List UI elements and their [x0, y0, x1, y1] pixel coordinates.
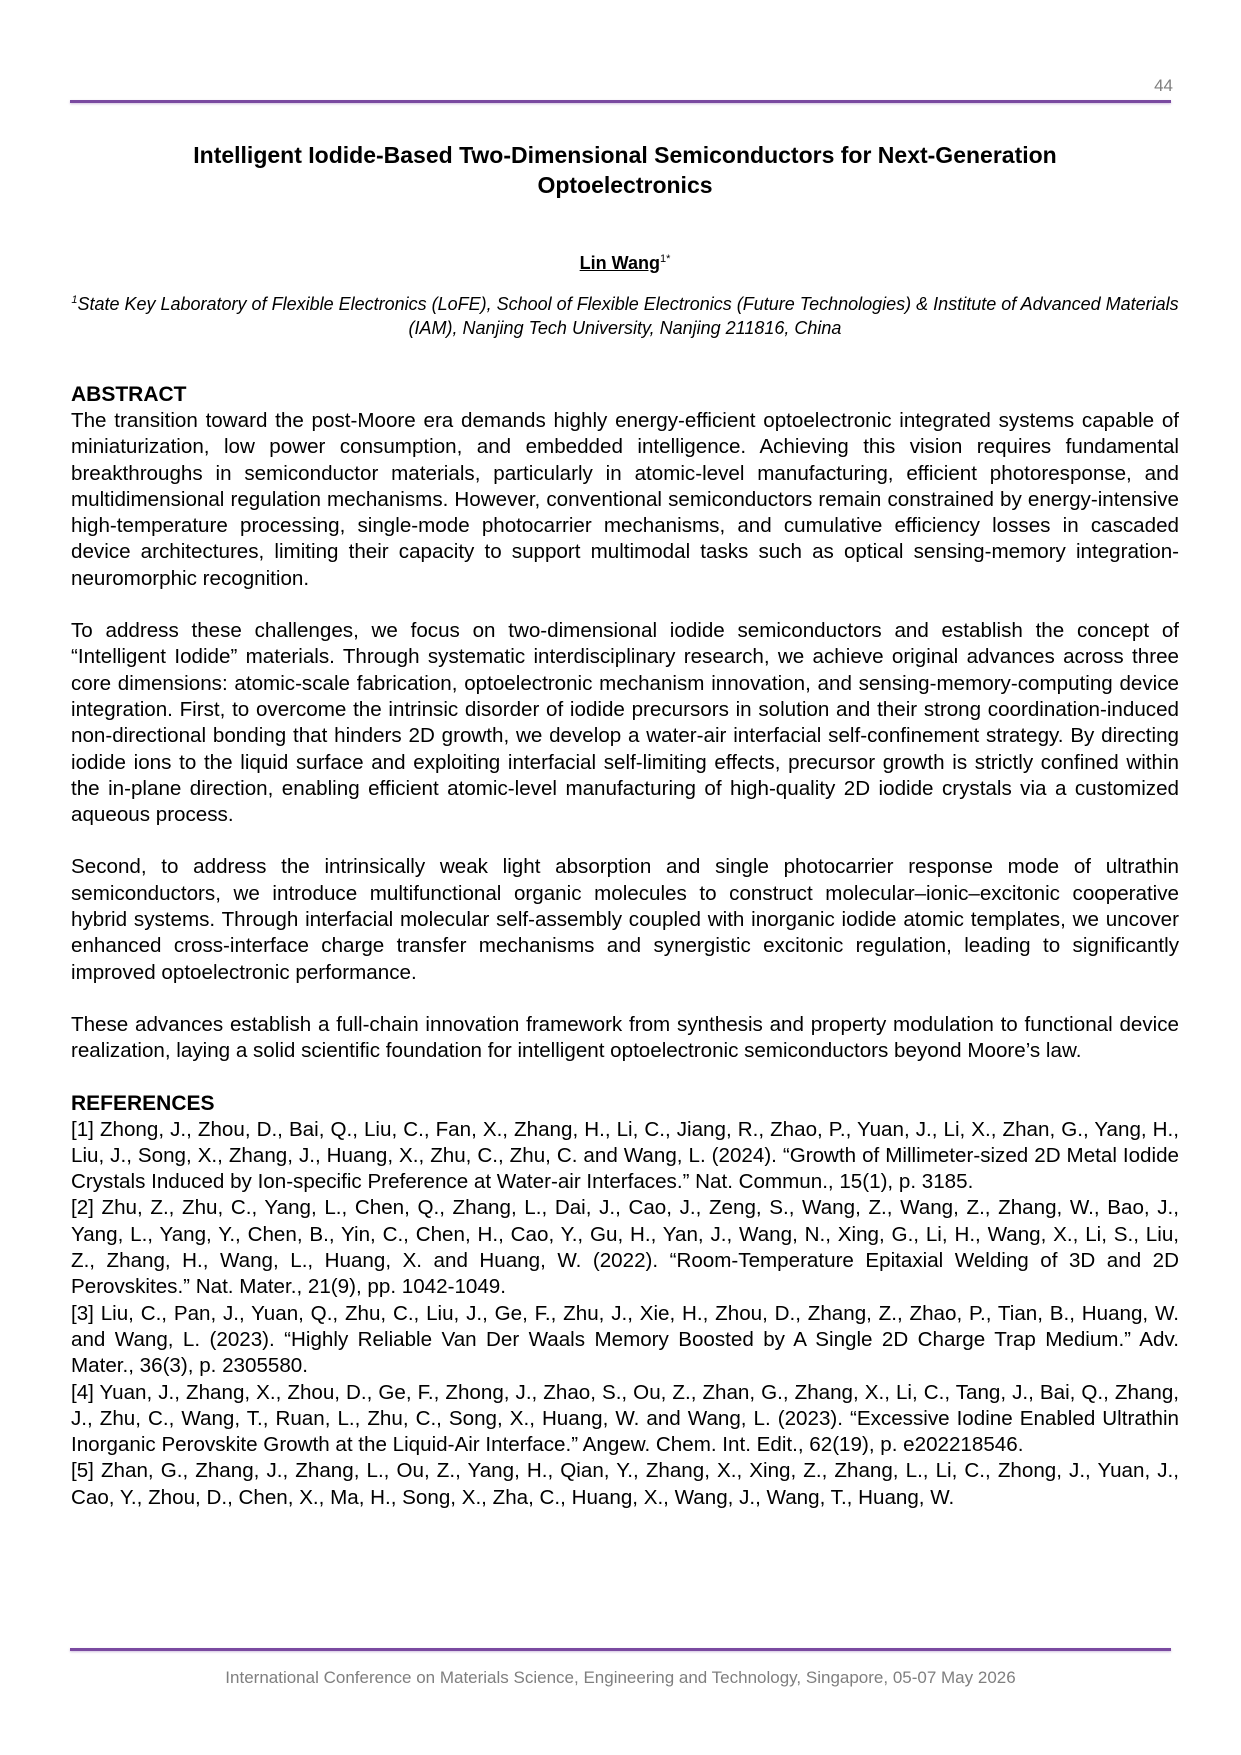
- abstract-paragraph: Second, to address the intrinsically weak light absorption and single photocarrier response mode of ultrathin semiconductors, we introduce multifunctional organic molecules to construct molecular–ionic–excitonic cooperative hybrid systems. Through interfacial molecular self-assembly coupled with inorganic iodide atomic templates, we uncover enhanced cross-interface charge transfer mechanisms and synergistic excitonic regulation, leading to significantly improved optoelectronic performance.: [71, 855, 1179, 984]
- reference-item: [1] Zhong, J., Zhou, D., Bai, Q., Liu, C., Fan, X., Zhang, H., Li, C., Jiang, R., Zhao, P., Yuan, J., Li, X., Zhan, G., Yang, H., Liu, J., Song, X., Zhang, J., Huang, X., Zhu, C., Zhu, C. and Wang, L. (2024). “Growth of Millimeter-sized 2D Metal Iodide Crystals Induced by Ion-specific Preference at Water-air Interfaces.” Nat. Commun., 15(1), p. 3185.: [71, 1117, 1179, 1194]
- reference-item: [4] Yuan, J., Zhang, X., Zhou, D., Ge, F., Zhong, J., Zhao, S., Ou, Z., Zhan, G., Zhang, X., Li, C., Tang, J., Bai, Q., Zhang, J., Zhu, C., Wang, T., Ruan, L., Zhu, C., Song, X., Huang, W. and Wang, L. (2023). “Excessive Iodine Enabled Ultrathin Inorganic Perovskite Growth at the Liquid-Air Interface.” Angew. Chem. Int. Edit., 62(19), p. e202218546.: [71, 1380, 1179, 1457]
- reference-item: [2] Zhu, Z., Zhu, C., Yang, L., Chen, Q., Zhang, L., Dai, J., Cao, J., Zeng, S., Wang, Z., Wang, Z., Zhang, W., Bao, J., Yang, L., Yang, Y., Chen, B., Yin, C., Chen, H., Cao, Y., Gu, H., Yan, J., Wang, N., Xing, G., Li, H., Wang, X., Li, S., Liu, Z., Zhang, H., Wang, L., Huang, X. and Huang, W. (2022). “Room-Temperature Epitaxial Welding of 3D and 2D Perovskites.” Nat. Mater., 21(9), pp. 1042-1049.: [71, 1196, 1179, 1299]
- affiliation-superscript: 1: [71, 294, 78, 306]
- conference-footer: International Conference on Materials Science, Engineering and Technology, Singapore, 05-07 May 2026: [225, 1668, 1016, 1687]
- abstract-paragraph: These advances establish a full-chain innovation framework from synthesis and property modulation to functional device realization, laying a solid scientific foundation for intelligent optoelectronic semiconductors beyond Moore’s law.: [71, 1012, 1179, 1063]
- references-heading: REFERENCES: [71, 1091, 215, 1115]
- author-superscript: 1*: [659, 253, 671, 265]
- abstract-paragraph: To address these challenges, we focus on two-dimensional iodide semiconductors and establish the concept of “Intelligent Iodide” materials. Through systematic interdisciplinary research, we achieve original advances across three core dimensions: atomic-scale fabrication, optoelectronic mechanism innovation, and sensing-memory-computing device integration. First, to overcome the intrinsic disorder of iodide precursors in solution and their strong coordination-induced non-directional bonding that hinders 2D growth, we develop a water-air interfacial self-confinement strategy. By directing iodide ions to the liquid surface and exploiting interfacial self-limiting effects, precursor growth is strictly confined within the in-plane direction, enabling efficient atomic-level manufacturing of high-quality 2D iodide crystals via a customized aqueous process.: [71, 619, 1179, 827]
- reference-item: [5] Zhan, G., Zhang, J., Zhang, L., Ou, Z., Yang, H., Qian, Y., Zhang, X., Xing, Z., Zhang, L., Li, C., Zhong, J., Yuan, J., Cao, Y., Zhou, D., Chen, X., Ma, H., Song, X., Zha, C., Huang, X., Wang, J., Wang, T., Huang, W.: [71, 1459, 1179, 1509]
- affiliation: [71, 288, 1179, 340]
- page-number: 44: [1154, 76, 1173, 95]
- reference-item: [3] Liu, C., Pan, J., Yuan, Q., Zhu, C., Liu, J., Ge, F., Zhu, J., Xie, H., Zhou, D., Zhang, Z., Zhao, P., Tian, B., Huang, W. and Wang, L. (2023). “Highly Reliable Van Der Waals Memory Boosted by A Single 2D Charge Trap Medium.” Adv. Mater., 36(3), p. 2305580.: [71, 1301, 1179, 1378]
- abstract-heading: ABSTRACT: [71, 383, 187, 406]
- footer-divider: [70, 1648, 1171, 1651]
- author-line: [71, 253, 1179, 274]
- paper-title: Intelligent Iodide-Based Two-Dimensional Semiconductors for Next-Generation Optoelectronics: [193, 142, 1057, 198]
- abstract-paragraph: The transition toward the post-Moore era demands highly energy-efficient optoelectronic integrated systems capable of miniaturization, low power consumption, and embedded intelligence. Achieving this vision requires fundamental breakthroughs in semiconductor materials, particularly in atomic-level manufacturing, efficient photoresponse, and multidimensional regulation mechanisms. However, conventional semiconductors remain constrained by energy-intensive high-temperature processing, single-mode photocarrier mechanisms, and cumulative efficiency losses in cascaded device architectures, limiting their capacity to support multimodal tasks such as optical sensing-memory integration-neuromorphic recognition.: [71, 409, 1179, 590]
- paper-body: [71, 140, 1179, 1511]
- header-divider: [70, 100, 1171, 103]
- author-name: Lin Wang: [579, 253, 660, 273]
- affiliation-text: State Key Laboratory of Flexible Electronics (LoFE), School of Flexible Electronics (Future Technologies) & Institute of Advanced Materials (IAM), Nanjing Tech University, Nanjing 211816, China: [77, 294, 1179, 338]
